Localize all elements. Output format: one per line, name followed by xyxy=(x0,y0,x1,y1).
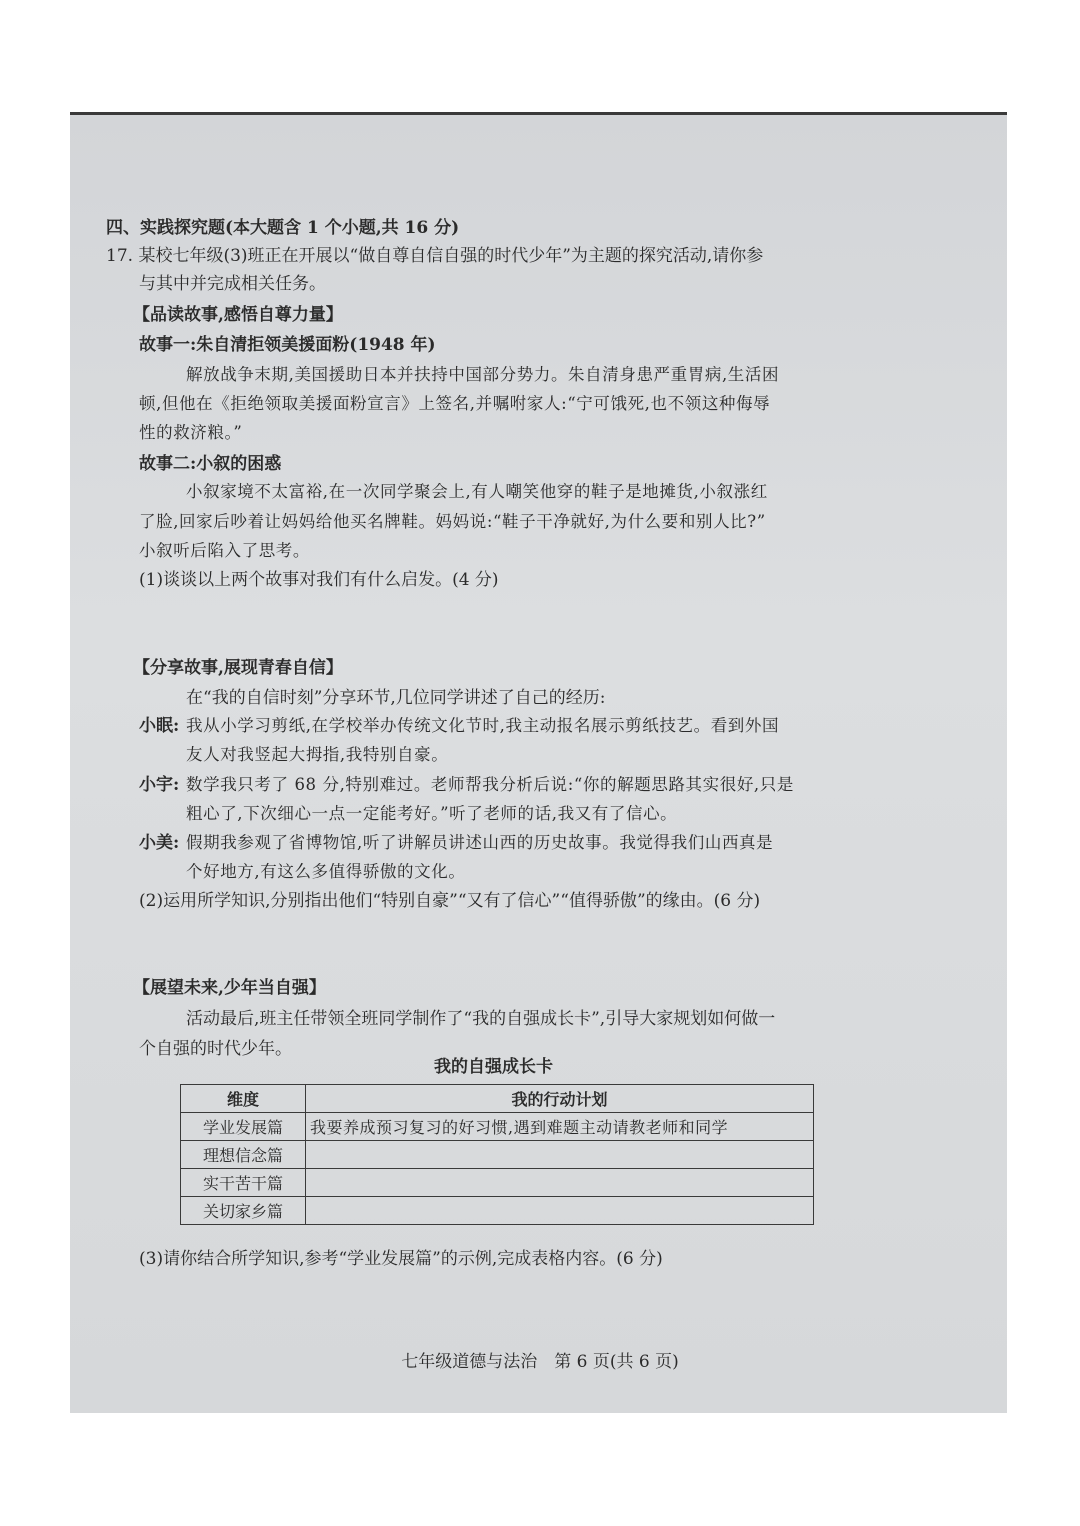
part3-heading: 【展望未来,少年当自强】 xyxy=(133,978,326,998)
story1-line-2: 顿,但他在《拒绝领取美援面粉宣言》上签名,并嘱咐家人:“宁可饿死,也不领这种侮辱 xyxy=(139,394,771,413)
table-cell-plan: 我要养成预习复习的好习惯,遇到难题主动请教老师和同学 xyxy=(306,1113,814,1141)
part2-heading: 【分享故事,展现青春自信】 xyxy=(133,658,343,678)
table-cell-dimension: 学业发展篇 xyxy=(181,1113,306,1141)
speaker-2-line-2: 粗心了,下次细心一点一定能考好。”听了老师的话,我又有了信心。 xyxy=(186,804,678,823)
q17-line-2: 与其中并完成相关任务。 xyxy=(139,274,326,294)
table-title: 我的自强成长卡 xyxy=(434,1057,553,1077)
part1-heading: 【品读故事,感悟自尊力量】 xyxy=(133,305,343,325)
growth-card-table xyxy=(180,1084,814,1225)
part2-intro: 在“我的自信时刻”分享环节,几位同学讲述了自己的经历: xyxy=(186,688,606,708)
table-row xyxy=(181,1197,814,1225)
story1-line-1: 解放战争末期,美国援助日本并扶持中国部分势力。朱自清身患严重胃病,生活困 xyxy=(186,365,780,384)
speaker-3-line-1: 假期我参观了省博物馆,听了讲解员讲述山西的历史故事。我觉得我们山西真是 xyxy=(186,833,774,852)
speaker-name-3: 小美: xyxy=(139,833,180,853)
section-heading: 四、实践探究题(本大题含 1 个小题,共 16 分) xyxy=(106,218,460,238)
question-2: (2)运用所学知识,分别指出他们“特别自豪”“又有了信心”“值得骄傲”的缘由。(6 分) xyxy=(139,891,761,911)
story2-line-3: 小叙听后陷入了思考。 xyxy=(139,541,310,560)
table-row xyxy=(181,1169,814,1197)
story1-title: 故事一:朱自清拒领美援面粉(1948 年) xyxy=(139,335,436,355)
speaker-1-line-2: 友人对我竖起大拇指,我特别自豪。 xyxy=(186,745,449,764)
table-header-dimension: 维度 xyxy=(181,1085,306,1113)
story1-line-3: 性的救济粮。” xyxy=(139,423,243,442)
story2-title: 故事二:小叙的困惑 xyxy=(139,454,282,474)
speaker-3-line-2: 个好地方,有这么多值得骄傲的文化。 xyxy=(186,862,466,881)
part3-intro-line-2: 个自强的时代少年。 xyxy=(139,1039,292,1059)
speaker-name-2: 小宇: xyxy=(139,775,180,795)
speaker-2-line-1: 数学我只考了 68 分,特别难过。老师帮我分析后说:“你的解题思路其实很好,只是 xyxy=(186,775,794,794)
q17-line-1: 17. 某校七年级(3)班正在开展以“做自尊自信自强的时代少年”为主题的探究活动,请你参 xyxy=(106,246,764,266)
story2-line-1: 小叙家境不太富裕,在一次同学聚会上,有人嘲笑他穿的鞋子是地摊货,小叙涨红 xyxy=(186,482,768,501)
question-1: (1)谈谈以上两个故事对我们有什么启发。(4 分) xyxy=(139,570,499,590)
question-3: (3)请你结合所学知识,参考“学业发展篇”的示例,完成表格内容。(6 分) xyxy=(139,1249,663,1269)
speaker-1-line-1: 我从小学习剪纸,在学校举办传统文化节时,我主动报名展示剪纸技艺。看到外国 xyxy=(186,716,780,735)
story2-line-2: 了脸,回家后吵着让妈妈给他买名牌鞋。妈妈说:“鞋子干净就好,为什么要和别人比?” xyxy=(139,512,766,531)
table-row xyxy=(181,1113,814,1141)
table-cell-plan-empty xyxy=(306,1197,814,1225)
table-cell-dimension: 实干苦干篇 xyxy=(181,1169,306,1197)
page-footer: 七年级道德与法治 第 6 页(共 6 页) xyxy=(401,1352,679,1372)
part3-intro-line-1: 活动最后,班主任带领全班同学制作了“我的自强成长卡”,引导大家规划如何做一 xyxy=(186,1009,776,1029)
table-cell-plan-empty xyxy=(306,1141,814,1169)
table-cell-dimension: 理想信念篇 xyxy=(181,1141,306,1169)
table-row xyxy=(181,1141,814,1169)
speaker-name-1: 小眠: xyxy=(139,716,180,736)
table-cell-plan-empty xyxy=(306,1169,814,1197)
table-header-row xyxy=(181,1085,814,1113)
table-cell-dimension: 关切家乡篇 xyxy=(181,1197,306,1225)
table-header-plan: 我的行动计划 xyxy=(306,1085,814,1113)
